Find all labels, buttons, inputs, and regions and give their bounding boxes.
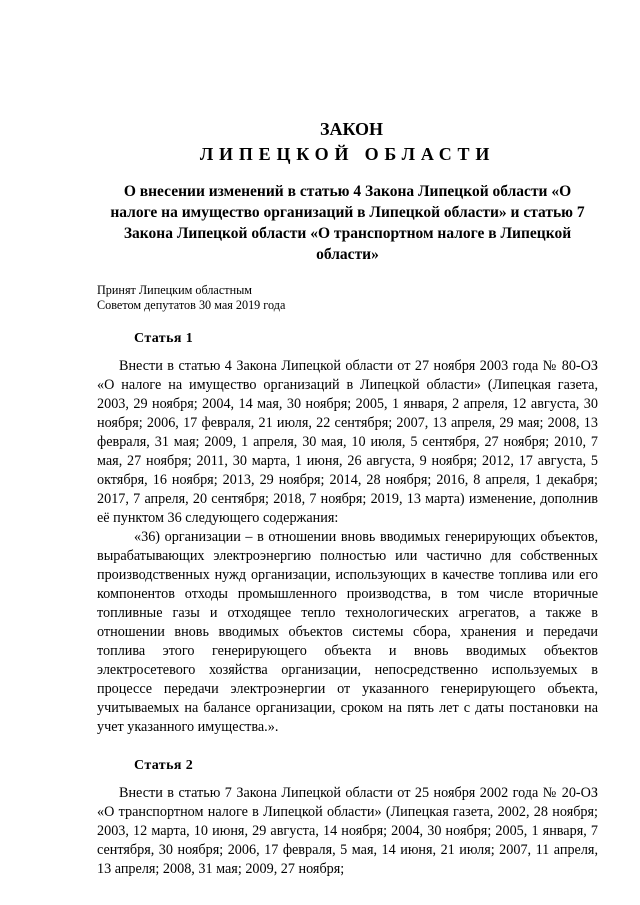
article-1-paragraph: Внести в статью 4 Закона Липецкой области от 27 ноября 2003 года № 80-ОЗ «О налоге на имущество организаций в Липецкой области» (Липецкая газета, 2003, 29 ноября; 2004, 14 мая, 30 ноября; 2005, 1 января, 2 апреля, 12 августа, 30 ноября; 2006, 17 февраля, 21 июля, 22 сентября; 2007, 13 апреля, 29 мая; 2008, 13 февраля, 31 мая; 2009, 1 апреля, 30 мая, 10 июля, 5 сентября, 27 ноября; 2010, 7 мая, 27 ноября; 2011, 30 марта, 1 июня, 26 августа, 9 ноября; 2012, 17 августа, 5 октября, 16 ноября; 2013, 29 ноября; 2014, 28 ноября; 2016, 8 апреля, 1 декабря; 2017, 7 апреля, 20 сентября; 2018, 7 ноября; 2019, 13 марта) изменение, дополнив её пунктом 36 следующего содержания: — [97, 358, 598, 526]
adoption-note — [97, 283, 598, 313]
law-title: ЗАКОН — [319, 119, 384, 139]
article-2-heading: Статья 2 — [134, 758, 194, 773]
article-1-quoted-item: «36) организации – в отношении вновь вводимых генерирующих объектов, вырабатывающих электроэнергию полностью или частично для собственных производственных нужд организации, использующих в качестве топлива или его компонентов отходы промышленного производства, в том числе вторичные топливные газы и отходящее тепло технологических агрегатов, а также в отношении вновь вводимых объектов системы сбора, хранения и передачи топлива этого генерирующего объекта и вновь вводимых объектов электросетевого хозяйства организации, непосредственно используемых в процессе передачи электроэнергии от указанного генерирующего объекта, учитываемых на балансе организации, сроком на пять лет с даты постановки на учет указанного имущества.». — [97, 529, 598, 735]
article-2-paragraph: Внести в статью 7 Закона Липецкой области от 25 ноября 2002 года № 20-ОЗ «О транспортном налоге в Липецкой области» (Липецкая газета, 2002, 28 ноября; 2003, 12 марта, 10 июня, 29 августа, 14 ноября; 2004, 30 ноября; 2005, 1 января, 7 сентября, 30 ноября; 2006, 17 февраля, 5 мая, 14 июня, 21 июля; 2007, 11 апреля, 13 апреля; 2008, 31 мая; 2009, 27 ноября; — [97, 785, 598, 877]
adoption-line-1: Принят Липецким областным — [97, 283, 253, 297]
law-region-title: ЛИПЕЦКОЙ ОБЛАСТИ — [199, 144, 496, 164]
article-1-heading: Статья 1 — [134, 331, 194, 346]
adoption-line-2: Советом депутатов 30 мая 2019 года — [97, 298, 286, 312]
law-subtitle: О внесении изменений в статью 4 Закона Липецкой области «О налоге на имущество организаций в Липецкой области» и статью 7 Закона Липецкой области «О транспортном налоге в Липецкой области» — [110, 183, 585, 263]
